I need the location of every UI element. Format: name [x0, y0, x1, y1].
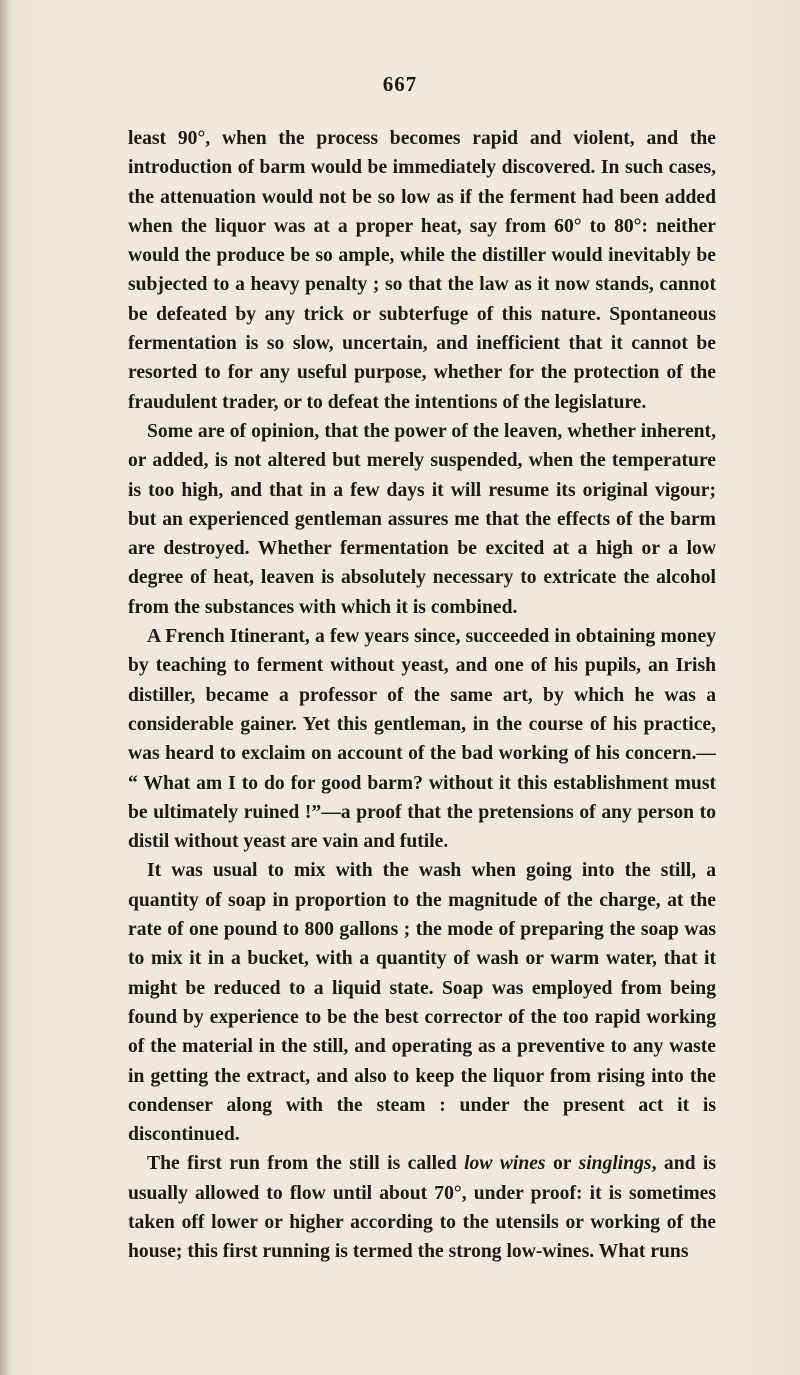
page-number: 667: [382, 72, 418, 96]
paragraph-text: It was usual to mix with the wash when going into the still, a quantity of soap in proportion to the magnitude of the charge, at the rate of one pound to 800 gallons ; the mode of preparing the soap was to mix it in a bucket, with a quantity of wash or warm water, that it might be reduced to a liquid state. Soap was employed from being found by experience to be the best corrector of the too rapid working of the material in the still, and operating as a preventive to any waste in getting the extract, and also to keep the liquor from rising into the condenser along with the steam : under the present act it is discontinued.: [128, 860, 716, 1146]
paragraph: [128, 124, 716, 417]
paragraph-text: A French Itinerant, a few years since, succeeded in obtaining money by teaching to ferment without yeast, and one of his pupils, an Irish distiller, became a professor of the same art, by which he was a considerable gainer. Yet this gentleman, in the course of his practice, was heard to exclaim on account of the bad working of his concern.— “ What am I to do for good barm? without it this establishment must be ultimately ruined !”—a proof that the pretensions of any person to distil without yeast are vain and futile.: [128, 626, 716, 853]
paragraph: [128, 1149, 716, 1266]
paragraph-text: The first run from the still is called: [147, 1153, 465, 1175]
paragraph: [128, 622, 716, 856]
paragraph-text: , and is usually allowed to flow until about 70°, under proof: it is sometimes taken off lower or higher according to the utensils or working of the house; this first running is termed the strong low-wines. What runs: [128, 1153, 716, 1263]
binding-shadow: [0, 0, 10, 1375]
italic-term: singlings: [578, 1153, 652, 1175]
paragraph: [128, 856, 716, 1149]
body-text: [128, 124, 716, 1267]
paragraph: [128, 417, 716, 622]
italic-term: low wines: [464, 1153, 546, 1175]
paragraph-text: Some are of opinion, that the power of the leaven, whether inherent, or added, is not altered but merely suspended, when the temperature is too high, and that in a few days it will resume its original vigour; but an experienced gentleman assures me that the effects of the barm are destroyed. Whether fermentation be excited at a high or a low degree of heat, leaven is absolutely necessary to extricate the alcohol from the substances with which it is combined.: [128, 420, 716, 618]
paragraph-text: or: [545, 1153, 579, 1175]
paragraph-text: least 90°, when the process becomes rapid and violent, and the introduction of barm would be immediately discovered. In such cases, the attenuation would not be so low as if the ferment had been added when the liquor was at a proper heat, say from 60° to 80°: neither would the produce be so ample, while the distiller would inevitably be subjected to a heavy penalty ; so that the law as it now stands, cannot be defeated by any trick or subterfuge of this nature. Spontaneous fermentation is so slow, uncertain, and inefficient that it cannot be resorted to for any useful purpose, whether for the protection of the fraudulent trader, or to defeat the intentions of the legislature.: [128, 128, 716, 413]
